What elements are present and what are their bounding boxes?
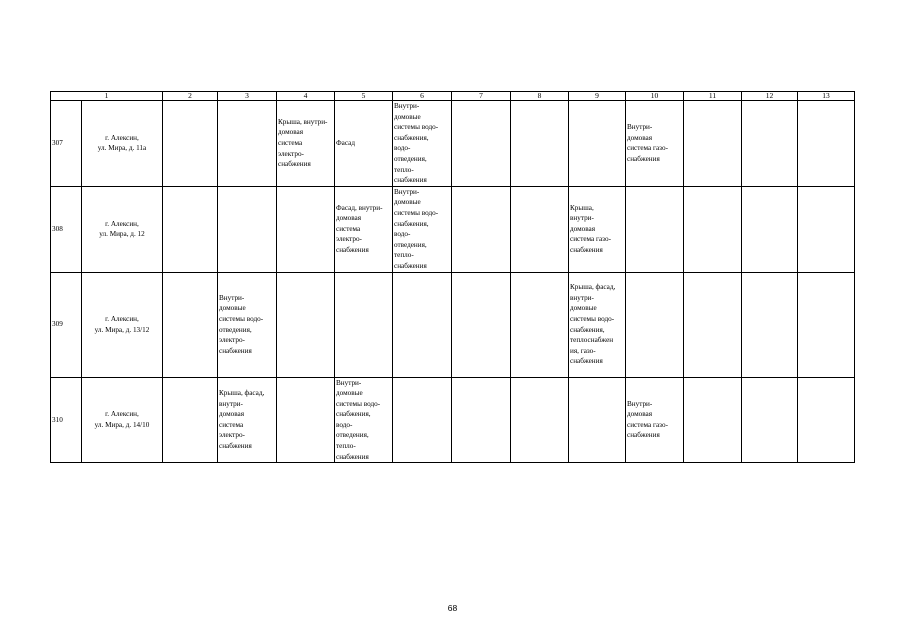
- col-11-cell: [684, 101, 742, 187]
- header-col-12: 12: [742, 92, 798, 101]
- cell-line: электро-: [278, 149, 304, 158]
- cell-line: тепло-: [394, 165, 414, 174]
- cell-line: Крыша,: [570, 203, 594, 212]
- cell-line: домовая: [570, 224, 596, 233]
- header-row: [51, 92, 855, 101]
- cell-line: отведения,: [219, 325, 252, 334]
- address-line: ул. Мира, д. 11а: [97, 144, 147, 153]
- col-4-cell: [277, 272, 335, 377]
- cell-line: система: [278, 139, 303, 148]
- cell-line: домовая: [336, 214, 362, 223]
- address-cell: [82, 377, 163, 463]
- col-2-cell: [163, 101, 218, 187]
- col-13-cell: [798, 186, 855, 272]
- cell-line: Внутри-: [394, 102, 420, 110]
- col-13-cell: [798, 272, 855, 377]
- cell-line: внутри-: [219, 399, 243, 408]
- col-5-cell: [335, 377, 393, 463]
- col-8-cell: [511, 101, 569, 187]
- cell-line: снабжения,: [570, 325, 605, 334]
- cell-line: система газо-: [627, 144, 668, 153]
- header-col-10: 10: [626, 92, 684, 101]
- header-col-2: 2: [163, 92, 218, 101]
- col-2-cell: [163, 272, 218, 377]
- col-13-cell: [798, 101, 855, 187]
- table-row: [51, 186, 855, 272]
- col-5-cell: [335, 101, 393, 187]
- col-5-cell: [335, 272, 393, 377]
- cell-line: домовые: [219, 304, 246, 313]
- col-2-cell: [163, 377, 218, 463]
- cell-line: Внутри-: [394, 187, 420, 196]
- cell-line: Внутри-: [627, 123, 653, 132]
- col-7-cell: [452, 186, 511, 272]
- address-cell: [82, 186, 163, 272]
- cell-line: снабжения: [219, 346, 252, 355]
- cell-line: снабжения,: [336, 410, 371, 419]
- address-line: г. Алексин,: [105, 219, 139, 228]
- col-3-cell: [218, 377, 277, 463]
- header-col-13: 13: [798, 92, 855, 101]
- cell-line: снабжения: [336, 246, 369, 255]
- cell-line: Крыша, фасад,: [219, 389, 265, 398]
- col-12-cell: [742, 101, 798, 187]
- cell-line: тепло-: [336, 442, 356, 451]
- address-line: г. Алексин,: [105, 410, 139, 419]
- cell-line: система газо-: [570, 235, 611, 244]
- cell-line: системы водо-: [336, 399, 381, 408]
- cell-line: водо-: [394, 230, 411, 239]
- cell-line: теплоснабжен: [570, 336, 614, 345]
- cell-line: электро-: [219, 336, 245, 345]
- header-col-3: 3: [218, 92, 277, 101]
- col-11-cell: [684, 377, 742, 463]
- cell-line: отведения,: [336, 431, 369, 440]
- repair-schedule-table: [50, 91, 855, 463]
- table-row: [51, 101, 855, 187]
- header-col-9: 9: [569, 92, 626, 101]
- col-8-cell: [511, 377, 569, 463]
- cell-line: Фасад, внутри-: [336, 203, 383, 212]
- cell-line: домовые: [336, 389, 363, 398]
- address-line: г. Алексин,: [105, 314, 139, 323]
- cell-line: снабжения: [336, 452, 369, 461]
- col-12-cell: [742, 186, 798, 272]
- col-10-cell: [626, 272, 684, 377]
- col-6-cell: [393, 377, 452, 463]
- header-col-8: 8: [511, 92, 569, 101]
- cell-line: внутри-: [570, 214, 594, 223]
- cell-line: домовая: [219, 410, 245, 419]
- cell-line: снабжения: [394, 176, 427, 185]
- header-col-7: 7: [452, 92, 511, 101]
- cell-line: снабжения: [570, 246, 603, 255]
- col-6-cell: [393, 101, 452, 187]
- col-12-cell: [742, 377, 798, 463]
- address-line: г. Алексин,: [105, 133, 139, 142]
- col-4-cell: [277, 186, 335, 272]
- col-11-cell: [684, 186, 742, 272]
- cell-line: системы водо-: [394, 208, 439, 217]
- cell-line: Внутри-: [336, 378, 362, 387]
- row-number: 307: [51, 101, 82, 187]
- col-2-cell: [163, 186, 218, 272]
- cell-line: ия, газо-: [570, 346, 596, 355]
- col-4-cell: [277, 101, 335, 187]
- cell-line: тепло-: [394, 251, 414, 260]
- cell-line: внутри-: [570, 293, 594, 302]
- col-6-cell: [393, 272, 452, 377]
- cell-line: снабжения,: [394, 219, 429, 228]
- cell-line: домовая: [278, 128, 304, 137]
- cell-line: Крыша, внутри-: [278, 117, 328, 126]
- address-cell: [82, 101, 163, 187]
- header-col-4: 4: [277, 92, 335, 101]
- cell-line: домовые: [394, 112, 421, 121]
- page-number: 68: [447, 603, 458, 613]
- col-9-cell: [569, 101, 626, 187]
- col-3-cell: [218, 186, 277, 272]
- cell-line: электро-: [336, 235, 362, 244]
- address-line: ул. Мира, д. 12: [99, 230, 145, 239]
- cell-line: Фасад: [336, 139, 355, 148]
- row-number: 309: [51, 272, 82, 377]
- cell-line: снабжения: [394, 261, 427, 270]
- row-number: 310: [51, 377, 82, 463]
- col-9-cell: [569, 377, 626, 463]
- cell-line: домовые: [394, 198, 421, 207]
- cell-line: Внутри-: [627, 399, 653, 408]
- col-9-cell: [569, 272, 626, 377]
- cell-line: системы водо-: [394, 123, 439, 132]
- cell-line: снабжения: [219, 442, 252, 451]
- address-line: ул. Мира, д. 14/10: [94, 420, 150, 429]
- cell-line: снабжения: [278, 160, 311, 169]
- table-row: [51, 272, 855, 377]
- col-11-cell: [684, 272, 742, 377]
- col-12-cell: [742, 272, 798, 377]
- cell-line: Внутри-: [219, 293, 245, 302]
- cell-line: снабжения: [570, 357, 603, 366]
- cell-line: снабжения: [627, 431, 660, 440]
- col-5-cell: [335, 186, 393, 272]
- row-number: 308: [51, 186, 82, 272]
- header-col-6: 6: [393, 92, 452, 101]
- col-4-cell: [277, 377, 335, 463]
- cell-line: системы водо-: [570, 314, 615, 323]
- cell-line: система: [336, 224, 361, 233]
- cell-line: системы водо-: [219, 314, 264, 323]
- col-9-cell: [569, 186, 626, 272]
- cell-line: снабжения: [627, 154, 660, 163]
- col-8-cell: [511, 272, 569, 377]
- col-13-cell: [798, 377, 855, 463]
- cell-line: домовые: [570, 304, 597, 313]
- cell-line: Крыша, фасад,: [570, 283, 616, 292]
- address-line: ул. Мира, д. 13/12: [94, 325, 150, 334]
- col-7-cell: [452, 272, 511, 377]
- header-col-5: 5: [335, 92, 393, 101]
- cell-line: система газо-: [627, 420, 668, 429]
- table-row: [51, 377, 855, 463]
- col-6-cell: [393, 186, 452, 272]
- address-cell: [82, 272, 163, 377]
- col-10-cell: [626, 186, 684, 272]
- cell-line: водо-: [394, 144, 411, 153]
- col-3-cell: [218, 101, 277, 187]
- header-col-11: 11: [684, 92, 742, 101]
- col-7-cell: [452, 377, 511, 463]
- col-7-cell: [452, 101, 511, 187]
- col-8-cell: [511, 186, 569, 272]
- col-3-cell: [218, 272, 277, 377]
- cell-line: электро-: [219, 431, 245, 440]
- col-10-cell: [626, 377, 684, 463]
- cell-line: отведения,: [394, 240, 427, 249]
- col-10-cell: [626, 101, 684, 187]
- cell-line: отведения,: [394, 154, 427, 163]
- cell-line: домовая: [627, 133, 653, 142]
- cell-line: домовая: [627, 410, 653, 419]
- cell-line: водо-: [336, 420, 353, 429]
- cell-line: система: [219, 420, 244, 429]
- cell-line: снабжения,: [394, 133, 429, 142]
- header-col-1: 1: [51, 92, 163, 101]
